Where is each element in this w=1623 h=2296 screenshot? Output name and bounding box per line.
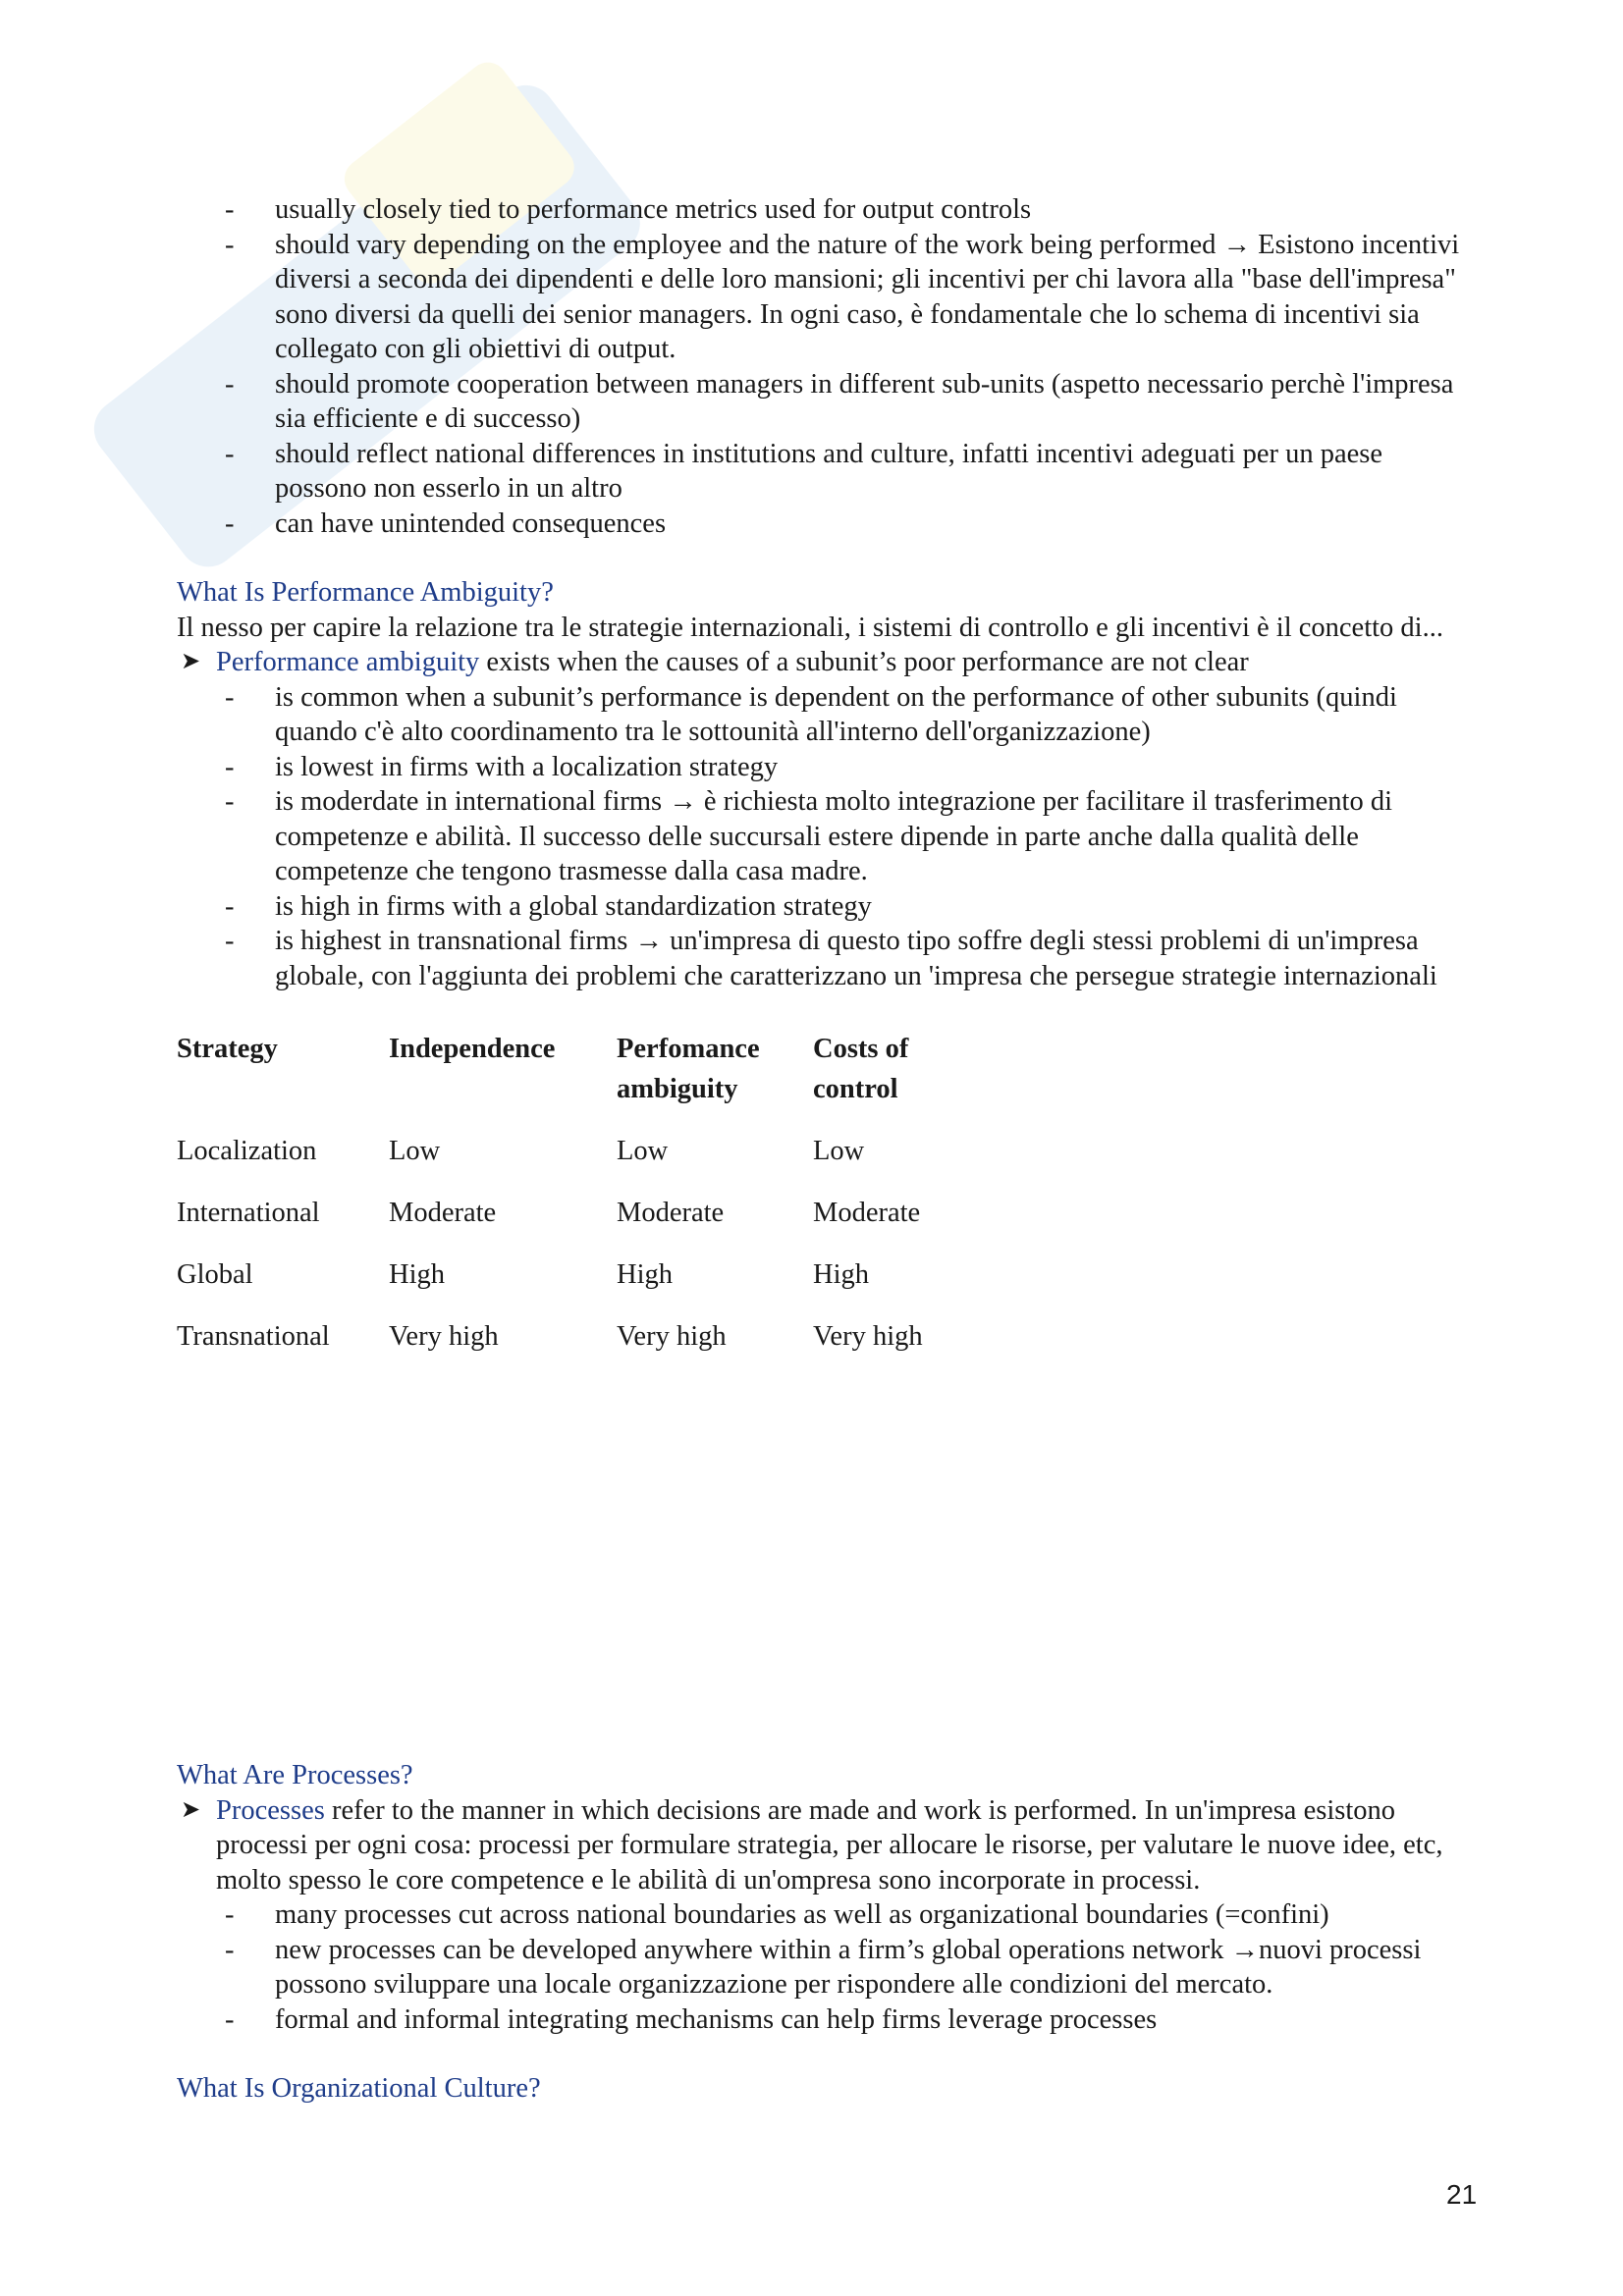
document-body (177, 192, 1473, 1378)
table-cell: Very high (389, 1321, 499, 1352)
strategy-table (177, 1029, 970, 1378)
table-cell: High (813, 1259, 869, 1290)
ambiguity-term: Performance ambiguity (216, 647, 480, 677)
incentives-list (177, 192, 1473, 541)
ambiguity-definition (177, 645, 1473, 680)
ambiguity-intro: Il nesso per capire la relazione tra le strategie internazionali, i sistemi di controllo e gli incentivi è il concetto di... (177, 612, 1443, 643)
table-cell: Global (177, 1259, 253, 1290)
table-cell: Moderate (813, 1198, 921, 1228)
list-item: - is high in firms with a global standardization strategy (177, 889, 1473, 925)
list-item: - usually closely tied to performance metrics used for output controls (177, 192, 1473, 228)
arrow-bullet-icon: ➤ (181, 1796, 201, 1823)
table-row (177, 1316, 970, 1378)
table-row (177, 1131, 970, 1193)
table-header: Perfomance ambiguity (617, 1034, 760, 1104)
list-item: - can have unintended consequences (177, 507, 1473, 542)
table-header: Independence (389, 1034, 556, 1064)
table-header: Strategy (177, 1034, 278, 1064)
list-item: - is highest in transnational firms → un'impresa di questo tipo soffre degli stessi problemi di un'impresa globale, con l'aggiunta dei problemi che caratterizzano un 'impresa che persegue strategie internazionali (177, 924, 1473, 993)
processes-section (177, 1758, 1473, 2107)
list-item: - should vary depending on the employee and the nature of the work being performed → Esistono incentivi diversi a seconda dei dipendenti e delle loro mansioni; gli incentivi per chi lavora alla "base dell'impresa" sono diversi da quelli dei senior managers. In ogni caso, è fondamentale che lo schema di incentivi sia collegato con gli obiettivi di output. (177, 228, 1473, 367)
table-cell: International (177, 1198, 320, 1228)
processes-heading: What Are Processes? (177, 1760, 413, 1790)
table-cell: Moderate (389, 1198, 497, 1228)
organizational-culture-heading: What Is Organizational Culture? (177, 2073, 541, 2104)
table-cell: High (389, 1259, 445, 1290)
table-header-row (177, 1029, 970, 1131)
table-cell: Low (389, 1136, 441, 1166)
processes-definition (177, 1793, 1473, 1898)
ambiguity-definition-text: exists when the causes of a subunit’s poor performance are not clear (479, 647, 1249, 677)
processes-list (177, 1897, 1473, 2037)
table-cell: High (617, 1259, 673, 1290)
processes-term: Processes (216, 1794, 325, 1826)
arrow-bullet-icon: ➤ (181, 649, 201, 674)
table-cell: Transnational (177, 1321, 330, 1352)
table-cell: Low (617, 1136, 669, 1166)
list-item: - should promote cooperation between managers in different sub-units (aspetto necessario perchè l'impresa sia efficiente e di successo) (177, 367, 1473, 437)
table-row (177, 1255, 970, 1316)
table-cell: Localization (177, 1136, 317, 1166)
list-item: - is moderdate in international firms → è richiesta molto integrazione per facilitare il trasferimento di competenze e abilità. Il successo delle succursali estere dipende in parte anche dalla qualità delle competenze che tengono trasmesse dalla casa madre. (177, 784, 1473, 889)
list-item: - is common when a subunit’s performance is dependent on the performance of other subunits (quindi quando c'è alto coordinamento tra le sottounità all'interno dell'organizzazione) (177, 680, 1473, 750)
list-item: - should reflect national differences in institutions and culture, infatti incentivi adeguati per un paese possono non esserlo in un altro (177, 437, 1473, 507)
table-cell: Very high (813, 1321, 923, 1352)
table-cell: Low (813, 1136, 865, 1166)
table-row (177, 1193, 970, 1255)
list-item: - formal and informal integrating mechanisms can help firms leverage processes (177, 2002, 1473, 2038)
ambiguity-list (177, 680, 1473, 994)
table-cell: Very high (617, 1321, 727, 1352)
performance-ambiguity-heading: What Is Performance Ambiguity? (177, 577, 554, 608)
table-cell: Moderate (617, 1198, 725, 1228)
processes-definition-text: refer to the manner in which decisions are made and work is performed. In un'impresa esistono processi per ogni cosa: processi per formulare strategia, per allocare le risorse, per valutare le nuove idee, etc, molto spesso le core competence e le abilità di un'ompresa sono incorporate in processi. (216, 1794, 1443, 1896)
page-number: 21 (1446, 2179, 1478, 2210)
list-item: - is lowest in firms with a localization strategy (177, 750, 1473, 785)
table-header: Costs of control (813, 1034, 909, 1104)
list-item: - new processes can be developed anywhere within a firm’s global operations network →nuovi processi possono sviluppare una locale organizzazione per rispondere alle condizioni del mercato. (177, 1933, 1473, 2002)
list-item: - many processes cut across national boundaries as well as organizational boundaries (=confini) (177, 1897, 1473, 1933)
